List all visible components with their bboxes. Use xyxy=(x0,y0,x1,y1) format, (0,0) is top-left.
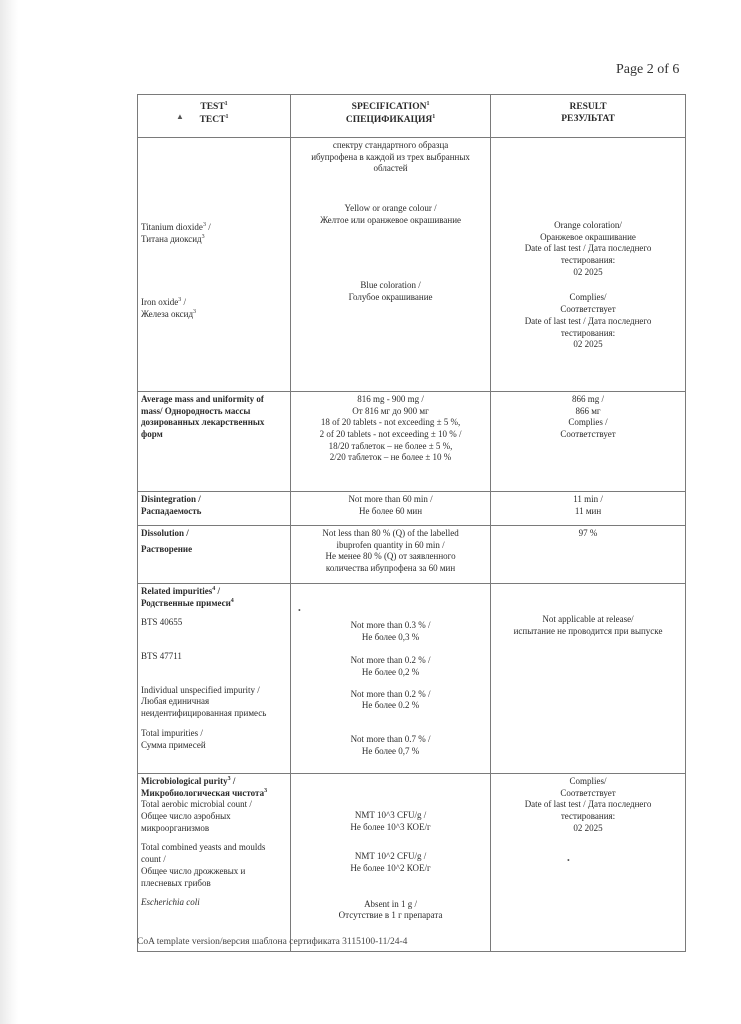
iron-spec-ru: Голубое окрашивание xyxy=(348,292,433,303)
header-result: RESULT РЕЗУЛЬТАТ xyxy=(491,95,686,138)
dissolution-test-cell: Dissolution / Растворение xyxy=(138,526,291,584)
titanium-spec-ru: Желтое или оранжевое окрашивание xyxy=(320,214,462,225)
scan-mark: • xyxy=(567,856,570,865)
coa-table xyxy=(137,94,686,952)
dissolution-result-cell: 97 % xyxy=(491,526,686,584)
iron-test-en: Iron oxide xyxy=(141,297,179,308)
mass-spec-cell: 816 mg - 900 mg / От 816 мг до 900 мг 18 of 20 tablets - not exceeding ± 5 %, 2 of 20 tablets - not exceeding ± 10 % / 18/20 таблеток – не более ± 5 %, 2/20 таблеток – не более ± 10 % xyxy=(291,392,491,492)
identification-result-cell: Orange coloration/ Оранжевое окрашивание Date of last test / Дата последнего тестирования: 02 2025 Complies/ Соответствует Date of last test / Дата последнего тестирования: 02 2025 xyxy=(491,138,686,392)
scan-mark: • xyxy=(298,606,301,615)
bts-47711: BTS 47711 xyxy=(141,651,182,662)
bts-40655: BTS 40655 xyxy=(141,617,183,628)
impurities-test-cell: Related impurities$^4$ / Родственные примеси$^4$ BTS 40655 BTS 47711 Individual unspecified impurity / Любая единичная неидентифицированная примесь Total impurities / Сумма примесей xyxy=(138,584,291,774)
disintegration-test-cell: Disintegration / Распадаемость xyxy=(138,492,291,526)
header-specification: SPECIFICATION$^1$ СПЕЦИФИКАЦИЯ$^1$ xyxy=(291,95,491,138)
header-test: TEST$^1$ ТЕСТ$^1$ xyxy=(138,95,291,138)
mass-test-cell: Average mass and uniformity of mass/ Однородность массы дозированных лекарственных форм xyxy=(138,392,291,492)
scan-edge-shadow xyxy=(0,0,18,1024)
impurities-row xyxy=(138,584,686,774)
identification-spec-cell: спектру стандартного образца ибупрофена в каждой из трех выбранных областей Yellow or orange colour / Желтое или оранжевое окрашивание Blue coloration / Голубое окрашивание xyxy=(291,138,491,392)
mass-result-cell: 866 mg / 866 мг Complies / Соответствует xyxy=(491,392,686,492)
impurities-spec-cell: Not more than 0.3 % / Не более 0,3 % Not more than 0.2 % / Не более 0,2 % Not more than 0.2 % / Не более 0.2 % Not more than 0.7 % / Не более 0,7 % xyxy=(291,584,491,774)
microbiology-result-cell: Complies/ Соответствует Date of last test / Дата последнего тестирования: 02 2025 xyxy=(491,774,686,952)
page-number: Page 2 of 6 xyxy=(616,62,680,77)
identification-row xyxy=(138,138,686,392)
microbiology-row xyxy=(138,774,686,952)
disintegration-result-cell: 11 min / 11 мин xyxy=(491,492,686,526)
microbiology-test-cell: Microbiological purity$^3$ / Микробиологическая чистота$^3$ Total aerobic microbial count / Общее число аэробных микроорганизмов Total combined yeasts and moulds count / Общее число дрожжевых и плесневых грибов Escherichia coli xyxy=(138,774,291,952)
template-version-footer: CoA template version/версия шаблона сертификата 3115100-11/24-4 xyxy=(137,937,408,947)
iron-test-ru: Железа оксид xyxy=(141,309,194,320)
disintegration-row xyxy=(138,492,686,526)
dissolution-spec-cell: Not less than 80 % (Q) of the labelled ibuprofen quantity in 60 min / Не менее 80 % (Q) от заявленного количества ибупрофена за 60 мин xyxy=(291,526,491,584)
header-row xyxy=(138,95,686,138)
dissolution-row xyxy=(138,526,686,584)
titanium-test-ru: Титана диоксид xyxy=(141,233,202,244)
microbiology-spec-cell: NMT 10^3 CFU/g / Не более 10^3 КОЕ/г NMT 10^2 CFU/g / Не более 10^2 КОЕ/г Absent in 1 g / Отсутствие в 1 г препарата xyxy=(291,774,491,952)
titanium-spec-en: Yellow or orange colour / xyxy=(344,203,437,214)
scan-mark: ▲ xyxy=(176,112,184,121)
impurities-result-cell: Not applicable at release/ испытание не проводится при выпуске xyxy=(491,584,686,774)
mass-row xyxy=(138,392,686,492)
identification-test-cell: Titanium dioxide$^3$ / Титана диоксид$^3$ Iron oxide$^3$ / Железа оксид$^3$ xyxy=(138,138,291,392)
ecoli-test: Escherichia coli xyxy=(141,897,200,908)
disintegration-spec-cell: Not more than 60 min / Не более 60 мин xyxy=(291,492,491,526)
titanium-test-en: Titanium dioxide xyxy=(141,222,203,232)
iron-spec-en: Blue coloration / xyxy=(360,280,421,291)
